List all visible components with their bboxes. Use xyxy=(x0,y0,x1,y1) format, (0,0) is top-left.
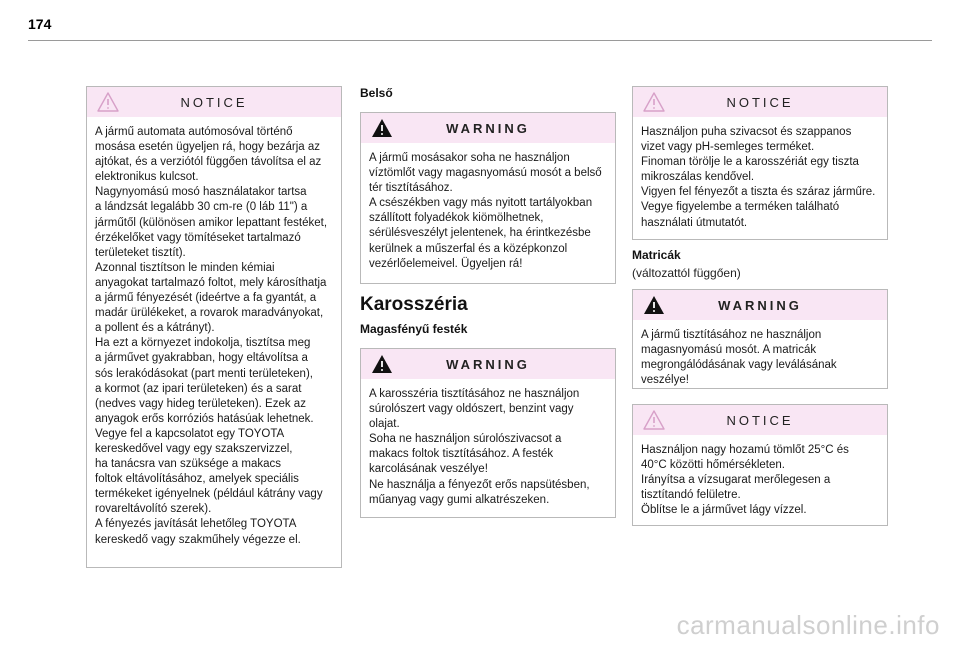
notice-text: Használjon nagy hozamú tömlőt 25°C és 40°C közötti hőmérsékleten. Irányítsa a vízsugarat merőlegesen a tisztítandó felületre. Öblítse le a járművet lágy vízzel. xyxy=(641,444,849,517)
header-divider xyxy=(28,40,932,41)
warning-header xyxy=(361,349,615,379)
section-heading-interior: Belső xyxy=(360,86,393,100)
notice-header xyxy=(87,87,341,117)
notice-triangle-icon xyxy=(643,410,665,435)
notice-box-bodywork xyxy=(632,86,888,240)
warning-triangle-icon xyxy=(371,118,393,143)
watermark: carmanualsonline.info xyxy=(676,610,940,640)
warning-triangle-icon xyxy=(371,354,393,379)
notice-title: NOTICE xyxy=(726,94,794,110)
warning-text: A jármű tisztításához ne használjon magasnyomású mosót. A matricák megrongálódásának vagy leválásának veszélye! xyxy=(641,329,837,387)
notice-header xyxy=(633,405,887,435)
notice-header xyxy=(633,87,887,117)
notice-box-rinse xyxy=(632,404,888,526)
warning-title: WARNING xyxy=(446,120,530,136)
notice-title: NOTICE xyxy=(726,412,794,428)
notice-triangle-icon xyxy=(643,92,665,117)
warning-title: WARNING xyxy=(718,297,802,313)
page-number: 174 xyxy=(28,16,52,32)
decals-variant-note: (változattól függően) xyxy=(632,266,741,280)
warning-title: WARNING xyxy=(446,356,530,372)
warning-header xyxy=(361,113,615,143)
section-title-body: Karosszéria xyxy=(360,294,468,315)
notice-triangle-icon xyxy=(97,92,119,117)
subsection-heading-paint: Magasfényű festék xyxy=(360,322,468,336)
notice-text: A jármű automata autómosóval történő mosása esetén ügyeljen rá, hogy bezárja az ajtókat, és a verziótól függően távolítsa el az elektronikus kulcsot. Nagynyomású mosó használatakor tartsa a lándzsát legalább 30 cm-re (0 láb 11") a járműtől (különösen amikor lepattant festéket, érzékelőket vagy tömítéseket tartalmazó területeket tisztít). Azonnal tisztítson le minden kémiai anyagokat tartalmazó foltot, mely károsíthatja a jármű fényezését (ideértve a fa gyantát, a madár ürülékeket, a rovarok maradványokat, a pollent és a kátrányt). Ha ezt a környezet indokolja, tisztítsa meg a járművet gyakrabban, hogy eltávolítsa a sós lerakódásokat (part menti területeken), a kormot (az ipari területeken) és a sarat (nedves vagy hideg területeken). Ezek az anyagok erős korróziós hatásúak lehetnek. Vegye fel a kapcsolatot egy TOYOTA kereskedővel vagy egy szakszervizzel, ha tanácsra van szüksége a makacs foltok eltávolításához, amelyek speciális termékeket igényelnek (például kátrány vagy rovareltávolító szerek). A fényezés javítását lehetőleg TOYOTA kereskedő vagy szakműhely végezze el. xyxy=(95,126,328,546)
warning-box-decals xyxy=(632,289,888,389)
warning-box-interior xyxy=(360,112,616,284)
notice-box-automatic-wash xyxy=(86,86,342,568)
warning-text: A jármű mosásakor soha ne használjon víztömlőt vagy magasnyomású mosót a belső tér tisztításához. A csészékben vagy más nyitott tartályokban szállított folyadékok kiömölhetnek, sérülésveszélyt jelentenek, ha érintkezésbe kerülnek a műszerfal és a középkonzol vezérlőelemeivel. Ügyeljen rá! xyxy=(369,152,602,270)
warning-header xyxy=(633,290,887,320)
warning-triangle-icon xyxy=(643,295,665,320)
notice-title: NOTICE xyxy=(180,94,248,110)
warning-box-paint xyxy=(360,348,616,518)
notice-text: Használjon puha szivacsot és szappanos vizet vagy pH-semleges terméket. Finoman törölje le a karosszériát egy tiszta mikroszálas kendővel. Vigyen fel fényezőt a tiszta és száraz járműre. Vegye figyelembe a terméken található használati útmutatót. xyxy=(641,126,876,229)
section-heading-decals: Matricák xyxy=(632,248,681,262)
warning-text: A karosszéria tisztításához ne használjon súrolószert vagy oldószert, benzint vagy olajat. Soha ne használjon súrolószivacsot a makacs foltok tisztításához. A festék karcolásának veszélye! Ne használja a fényezőt erős napsütésben, műanyag vagy gumi alkatrészeken. xyxy=(369,388,590,506)
